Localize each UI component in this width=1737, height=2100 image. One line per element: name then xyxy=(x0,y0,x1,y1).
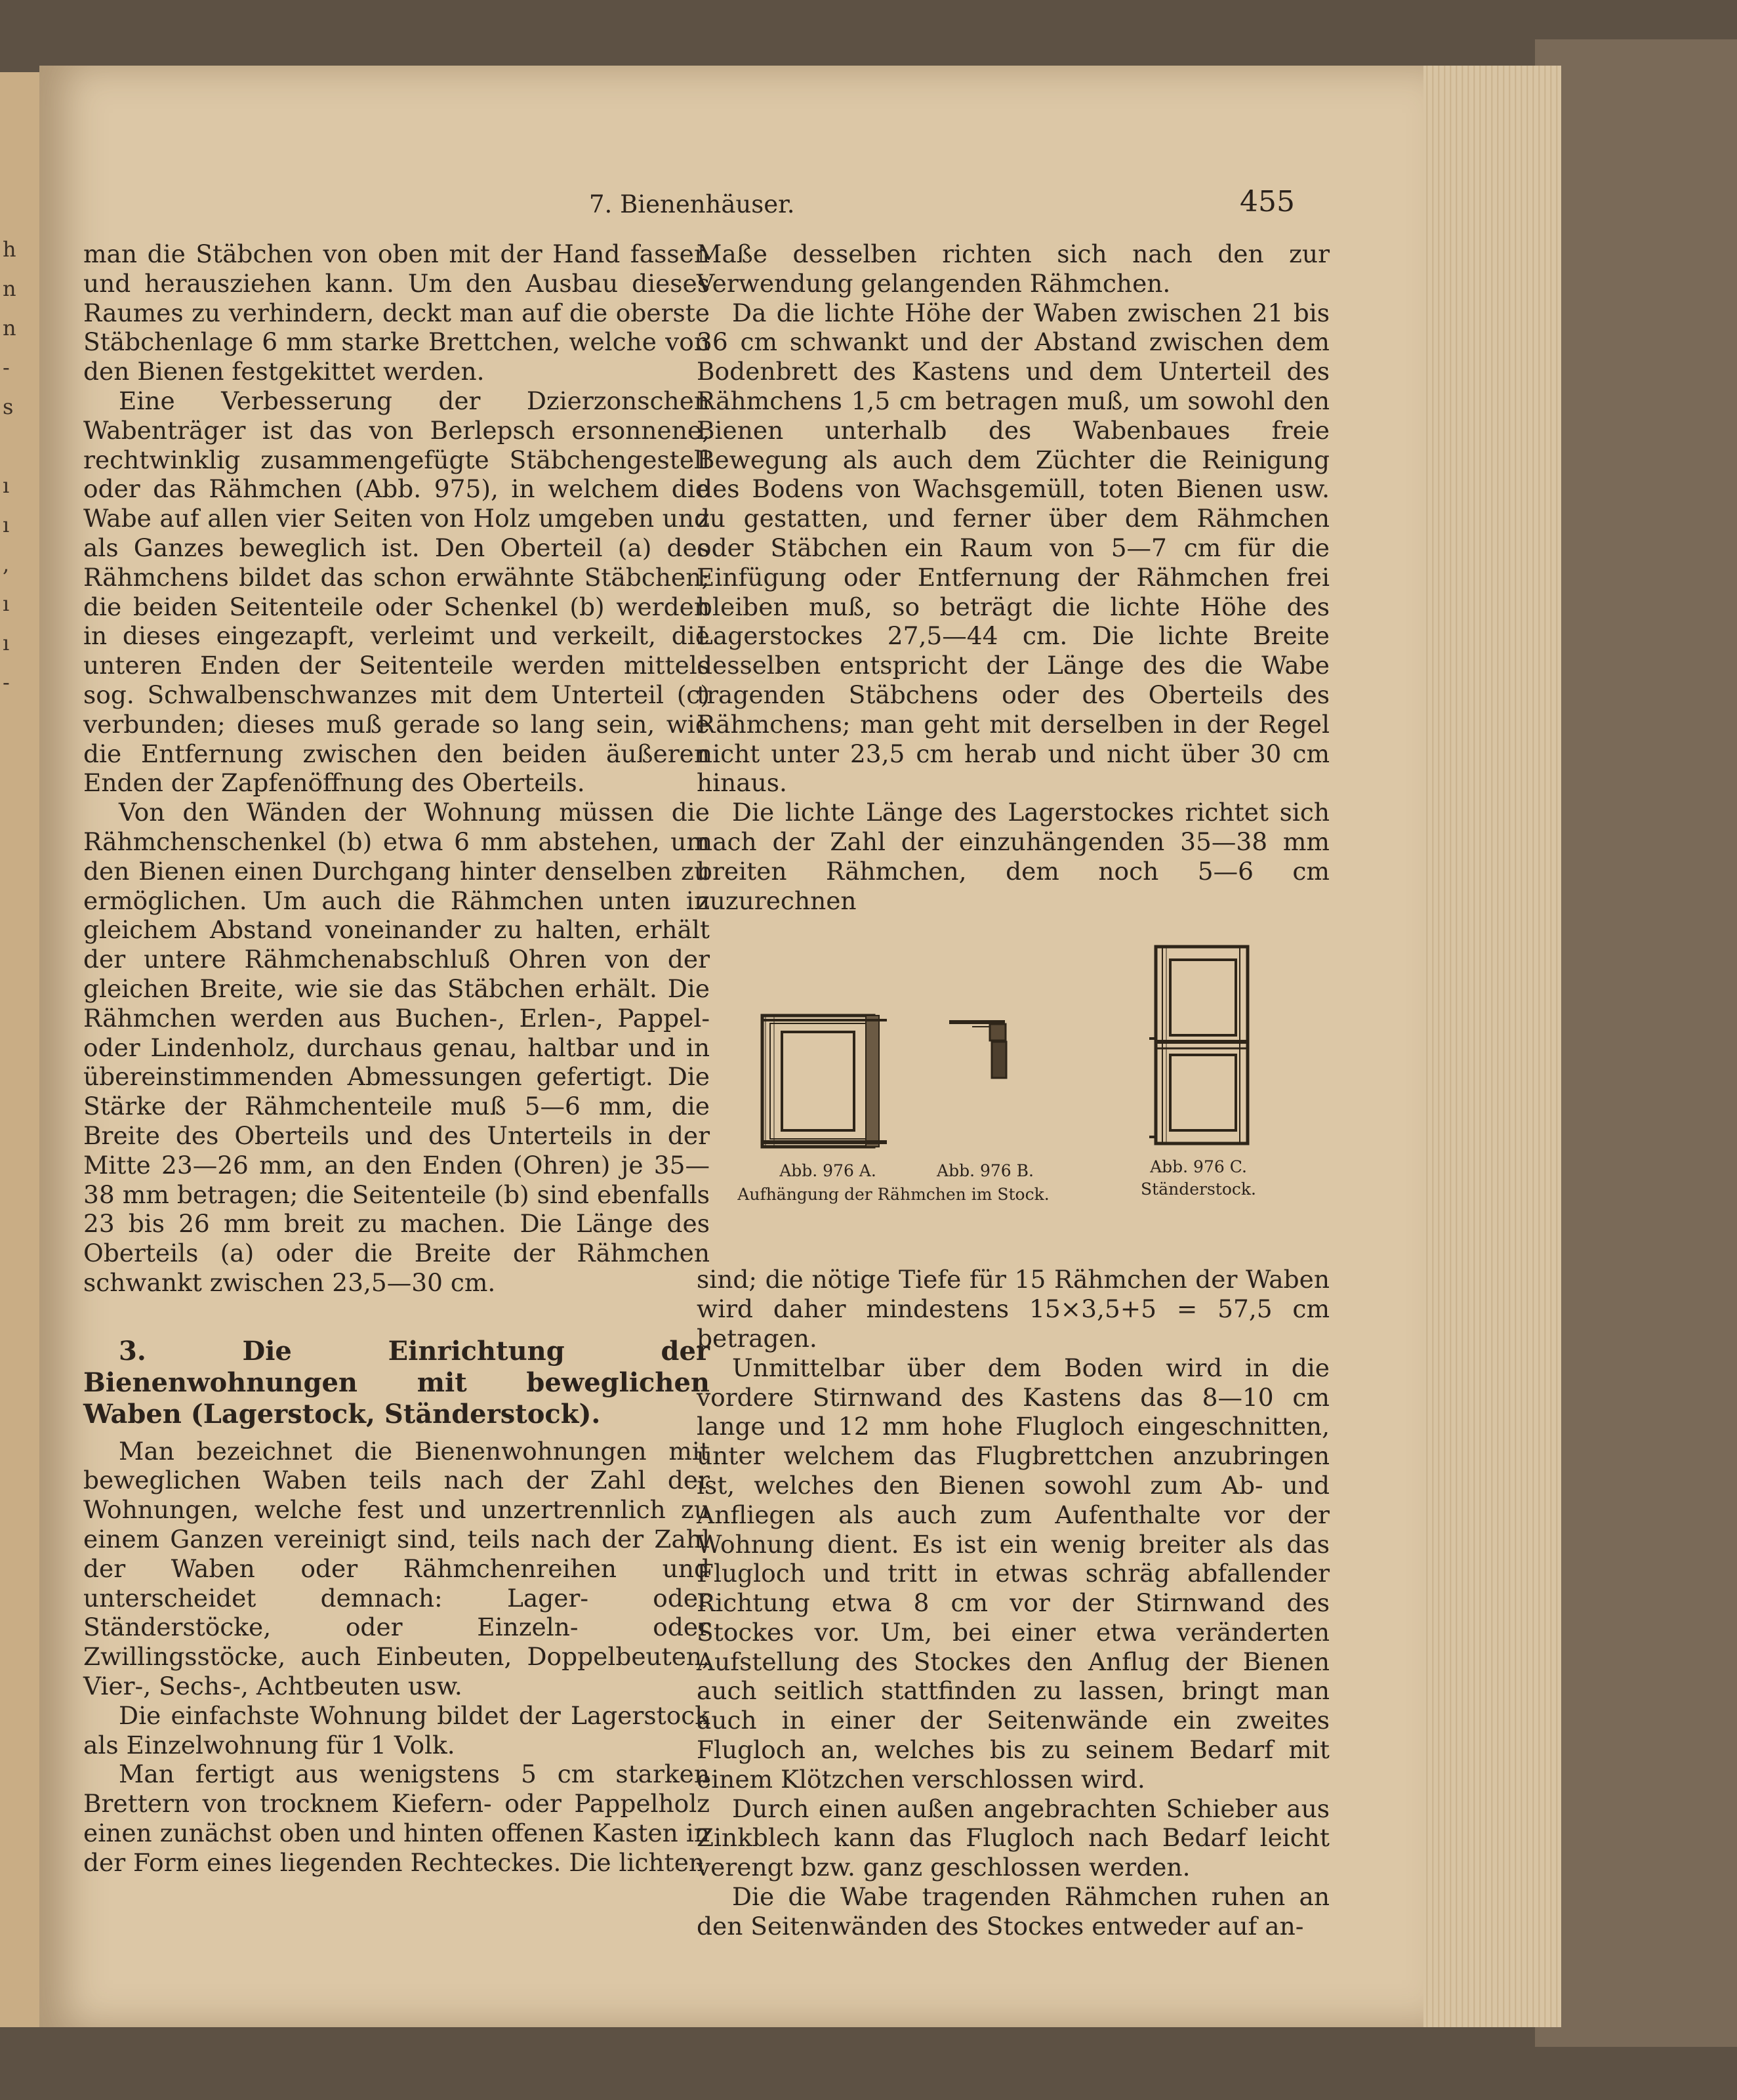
right-column xyxy=(697,239,1330,1941)
paragraph: Da die lichte Höhe der Waben zwischen 21 bis 36 cm schwankt und der Abstand zwischen dem Bodenbrett des Kastens und dem Unterteil des Rähmchens 1,5 cm betragen muß, um sowohl den Bienen unterhalb des Wabenbaues freie Bewegung als auch dem Züchter die Reinigung des Bodens von Wachsgemüll, toten Bienen usw. zu gestatten, und ferner über dem Rähmchen oder Stäbchen ein Raum von 5—7 cm für die Einfügung oder Entfernung der Rähmchen frei bleiben muß, so beträgt die lichte Höhe des Lagerstockes 27,5—44 cm. Die lichte Breite desselben entspricht der Länge des die Wabe tragenden Stäbchens oder des Oberteils des Rähmchens; man geht mit derselben in der Regel nicht unter 23,5 cm herab und nicht über 30 cm hinaus. xyxy=(697,298,1330,798)
figure-label-c: Abb. 976 C. xyxy=(1150,1157,1247,1177)
left-edge-glyph: , xyxy=(3,552,10,577)
left-edge-glyph: ı xyxy=(3,591,10,616)
left-edge-glyph: s xyxy=(3,394,14,419)
book-cover xyxy=(1535,39,1737,2047)
book-page xyxy=(39,66,1423,2027)
page-number: 455 xyxy=(1240,185,1295,218)
paragraph: Maße desselben richten sich nach den zur Verwendung gelangenden Rähmchen. xyxy=(697,239,1330,298)
left-edge-glyph: - xyxy=(3,355,10,380)
left-edge-glyph xyxy=(3,426,22,466)
left-edge-glyph: h xyxy=(3,237,16,262)
chapter-title: 7. Bienenhäuser. xyxy=(589,190,795,218)
left-edge-glyph: ı xyxy=(3,512,10,537)
frame-976c-drawing xyxy=(1149,947,1248,1143)
frame-976b-drawing xyxy=(949,1022,1006,1078)
figure-caption-ab: Aufhängung der Rähmchen im Stock. xyxy=(737,1185,1050,1204)
paragraph: Die lichte Länge des Lagerstockes richtet sich nach der Zahl der einzuhängenden 35—38 mm breiten Rähmchen, dem noch 5—6 cm zuzurechnen xyxy=(697,798,1330,915)
figure-caption-c: Ständerstock. xyxy=(1141,1180,1256,1199)
paragraph: man die Stäbchen von oben mit der Hand fassen und herausziehen kann. Um den Ausbau dieses Raumes zu verhindern, deckt man auf die oberste Stäbchenlage 6 mm starke Brettchen, welche von den Bienen festgekittet werden. xyxy=(83,239,710,386)
paragraph: Von den Wänden der Wohnung müssen die Rähmchenschenkel (b) etwa 6 mm abstehen, um den Bienen einen Durchgang hinter denselben zu ermöglichen. Um auch die Rähmchen unten in gleichem Abstand voneinander zu halten, erhält der untere Rähmchenabschluß Ohren von der gleichen Breite, wie sie das Stäbchen erhält. Die Rähmchen werden aus Buchen-, Erlen-, Pappel- oder Lindenholz, durchaus genau, haltbar und in übereinstimmenden Abmessungen gefertigt. Die Stärke der Rähmchenteile muß 5—6 mm, die Breite des Oberteils und des Unterteils in der Mitte 23—26 mm, an den Enden (Ohren) je 35—38 mm betragen; die Seitenteile (b) sind ebenfalls 23 bis 26 mm breit zu machen. Die Länge des Oberteils (a) oder die Breite der Rähmchen schwankt zwischen 23,5—30 cm. xyxy=(83,798,710,1297)
paragraph: Eine Verbesserung der Dzierzonschen Wabenträger ist das von Berlepsch ersonnene, rechtwinklig zusammengefügte Stäbchengestell oder das Rähmchen (Abb. 975), in welchem die Wabe auf allen vier Seiten von Holz umgeben und als Ganzes beweglich ist. Den Oberteil (a) des Rähmchens bildet das schon erwähnte Stäbchen; die beiden Seitenteile oder Schenkel (b) werden in dieses eingezapft, verleimt und verkeilt, die unteren Enden der Seitenteile werden mittels sog. Schwalbenschwanzes mit dem Unterteil (c) verbunden; dieses muß gerade so lang sein, wie die Entfernung zwischen den beiden äußeren Enden der Zapfenöffnung des Oberteils. xyxy=(83,386,710,798)
left-edge-glyph: - xyxy=(3,670,10,695)
left-edge-glyph: n xyxy=(3,276,16,301)
paragraph: Durch einen außen angebrachten Schieber aus Zinkblech kann das Flugloch nach Bedarf leicht verengt bzw. ganz geschlossen werden. xyxy=(697,1794,1330,1882)
paragraph: Unmittelbar über dem Boden wird in die vordere Stirnwand des Kastens das 8—10 cm lange und 12 mm hohe Flugloch eingeschnitten, unter welchem das Flugbrettchen anzubringen ist, welches den Bienen sowohl zum Ab- und Anfliegen als auch zum Aufenthalte vor der Wohnung dient. Es ist ein wenig breiter als das Flugloch und tritt in etwas schräg abfallender Richtung etwa 8 cm vor der Stirnwand des Stockes vor. Um, bei einer etwa veränderten Aufstellung des Stockes den Anflug der Bienen auch seitlich stattfinden zu lassen, bringt man auch in einer der Seitenwände ein zweites Flugloch an, welches bis zu seinem Bedarf mit einem Klötzchen verschlossen wird. xyxy=(697,1353,1330,1794)
paragraph: Die einfachste Wohnung bildet der Lagerstock als Einzelwohnung für 1 Volk. xyxy=(83,1700,710,1760)
left-edge-glyph: ı xyxy=(3,630,10,655)
paragraph: Die die Wabe tragenden Rähmchen ruhen an den Seitenwänden des Stockes entweder auf an- xyxy=(697,1882,1330,1941)
paragraph: Man fertigt aus wenigstens 5 cm starken Brettern von trocknem Kiefern- oder Pappelholz einen zunächst oben und hinten offenen Kasten in der Form eines liegenden Rechteckes. Die lichten xyxy=(83,1760,710,1877)
figure-label-a: Abb. 976 A. xyxy=(779,1161,876,1181)
section-heading: 3. Die Einrichtung der Bienenwohnungen mit beweglichen Waben (Lagerstock, Ständerstock). xyxy=(83,1335,710,1430)
page-block-edges xyxy=(1410,66,1561,2027)
left-page-glyphs xyxy=(3,230,22,702)
frame-976a-drawing xyxy=(762,1016,887,1147)
left-edge-glyph: n xyxy=(3,316,16,340)
figure-label-b: Abb. 976 B. xyxy=(937,1161,1034,1181)
left-column xyxy=(83,239,710,1878)
paragraph: sind; die nötige Tiefe für 15 Rähmchen der Waben wird daher mindestens 15×3,5+5 = 57,5 cm betragen. xyxy=(697,1265,1330,1353)
figure-976 xyxy=(697,934,1330,1265)
left-edge-glyph: ı xyxy=(3,473,10,498)
paragraph: Man bezeichnet die Bienenwohnungen mit beweglichen Waben teils nach der Zahl der Wohnungen, welche fest und unzertrennlich zu einem Ganzen vereinigt sind, teils nach der Zahl der Waben oder Rähmchenreihen und unterscheidet demnach: Lager- oder Ständerstöcke, oder Einzeln- oder Zwillingsstöcke, auch Einbeuten, Doppelbeuten, Vier-, Sechs-, Achtbeuten usw. xyxy=(83,1436,710,1701)
